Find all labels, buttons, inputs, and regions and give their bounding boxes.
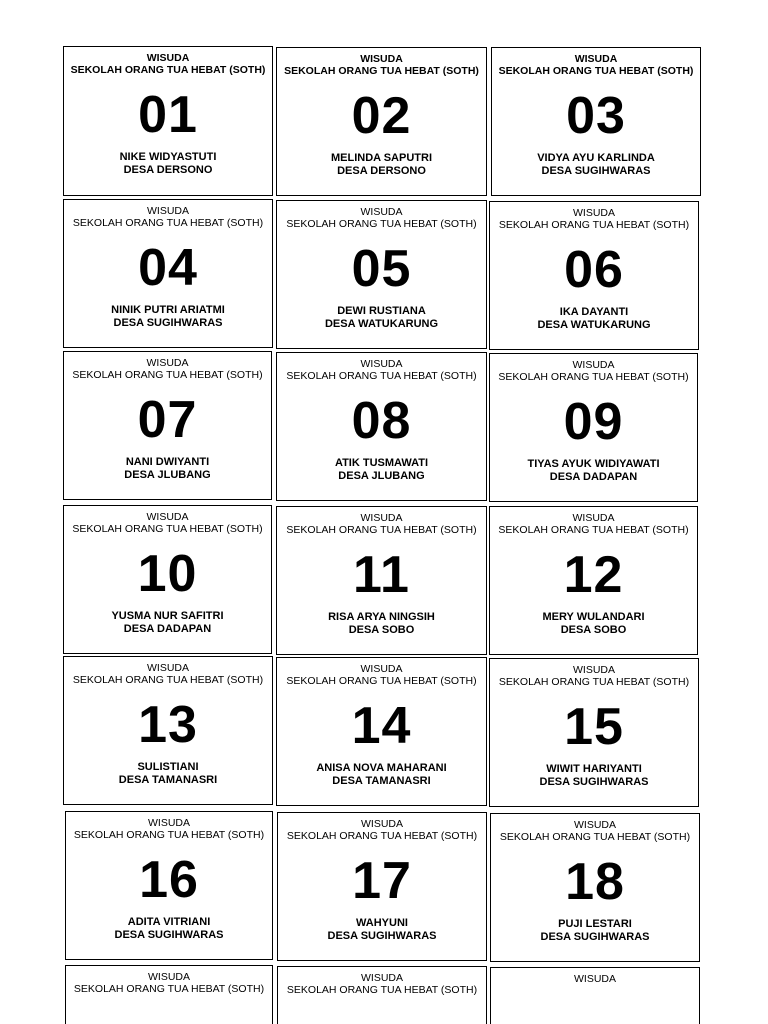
village-name: DESA DADAPAN	[123, 623, 212, 635]
card-number: 10	[137, 545, 198, 603]
card-title: WISUDA	[574, 53, 618, 65]
card-title: WISUDA	[360, 53, 403, 65]
participant-name: IKA DAYANTI	[559, 306, 629, 318]
village-name: DESA WATUKARUNG	[324, 318, 439, 330]
participant-name: TIYAS AYUK WIDIYAWATI	[527, 458, 660, 470]
village-name: DESA DADAPAN	[549, 471, 638, 483]
name-card	[489, 506, 698, 655]
card-number: 02	[351, 87, 412, 145]
name-card	[65, 811, 273, 960]
village-name: DESA SUGIHWARAS	[540, 931, 650, 943]
card-title: WISUDA	[146, 52, 190, 64]
name-card	[490, 967, 700, 1024]
village-name: DESA SOBO	[348, 624, 415, 636]
card-number: 03	[566, 87, 626, 145]
name-card	[65, 965, 273, 1024]
village-name: DESA DERSONO	[337, 165, 426, 177]
village-name: DESA SUGIHWARAS	[113, 317, 223, 329]
village-name: DESA SOBO	[560, 624, 627, 636]
name-card	[490, 813, 700, 962]
participant-name: ADITA VITRIANI	[127, 916, 211, 928]
card-title: WISUDA	[360, 358, 403, 370]
card-subtitle: SEKOLAH ORANG TUA HEBAT (SOTH)	[284, 65, 479, 77]
card-title: WISUDA	[361, 818, 403, 830]
participant-name: ATIK TUSMAWATI	[334, 457, 429, 469]
name-card	[63, 46, 273, 196]
name-card	[63, 656, 273, 805]
participant-name: PUJI LESTARI	[558, 918, 632, 930]
card-subtitle: SEKOLAH ORANG TUA HEBAT (SOTH)	[286, 984, 478, 996]
name-card	[277, 812, 487, 961]
card-subtitle: SEKOLAH ORANG TUA HEBAT (SOTH)	[286, 370, 477, 382]
village-name: DESA SUGIHWARAS	[539, 776, 649, 788]
card-title: WISUDA	[146, 357, 189, 369]
name-card	[277, 966, 487, 1024]
name-card	[276, 352, 487, 501]
card-number: 12	[563, 546, 624, 604]
participant-name: DEWI RUSTIANA	[337, 305, 426, 317]
card-subtitle: SEKOLAH ORANG TUA HEBAT (SOTH)	[286, 218, 477, 230]
name-card	[489, 201, 699, 350]
participant-name: NANI DWIYANTI	[125, 456, 210, 468]
card-subtitle: SEKOLAH ORANG TUA HEBAT (SOTH)	[72, 523, 263, 535]
name-card	[276, 657, 487, 806]
name-card	[491, 47, 701, 196]
card-subtitle: SEKOLAH ORANG TUA HEBAT (SOTH)	[73, 983, 265, 995]
card-title: WISUDA	[572, 512, 615, 524]
name-card	[276, 47, 487, 196]
card-number: 07	[137, 391, 198, 449]
card-title: WISUDA	[146, 511, 189, 523]
card-title: WISUDA	[360, 663, 403, 675]
card-subtitle: SEKOLAH ORANG TUA HEBAT (SOTH)	[72, 674, 264, 686]
village-name: DESA TAMANASRI	[118, 774, 218, 786]
card-number: 13	[138, 696, 198, 754]
card-title: WISUDA	[147, 662, 189, 674]
participant-name: ANISA NOVA MAHARANI	[316, 762, 447, 774]
participant-name: WAHYUNI	[356, 917, 408, 929]
card-subtitle: SEKOLAH ORANG TUA HEBAT (SOTH)	[72, 369, 263, 381]
card-title: WISUDA	[573, 207, 615, 219]
card-subtitle: SEKOLAH ORANG TUA HEBAT (SOTH)	[286, 830, 478, 842]
card-subtitle: SEKOLAH ORANG TUA HEBAT (SOTH)	[286, 524, 477, 536]
card-subtitle: SEKOLAH ORANG TUA HEBAT (SOTH)	[498, 371, 689, 383]
card-title: WISUDA	[148, 971, 190, 983]
card-number: 05	[351, 240, 412, 298]
card-number: 11	[353, 546, 410, 604]
village-name: DESA SUGIHWARAS	[114, 929, 224, 941]
card-title: WISUDA	[573, 664, 615, 676]
village-name: DESA JLUBANG	[338, 470, 425, 482]
card-subtitle: SEKOLAH ORANG TUA HEBAT (SOTH)	[498, 219, 690, 231]
participant-name: YUSMA NUR SAFITRI	[111, 610, 224, 622]
participant-name: WIWIT HARIYANTI	[546, 763, 642, 775]
card-number: 04	[138, 239, 198, 297]
village-name: DESA JLUBANG	[124, 469, 211, 481]
card-title: WISUDA	[361, 972, 403, 984]
card-subtitle: SEKOLAH ORANG TUA HEBAT (SOTH)	[498, 676, 690, 688]
card-subtitle: SEKOLAH ORANG TUA HEBAT (SOTH)	[73, 829, 265, 841]
participant-name: MERY WULANDARI	[542, 611, 645, 623]
card-title: WISUDA	[572, 359, 615, 371]
card-number: 08	[351, 392, 412, 450]
participant-name: SULISTIANI	[137, 761, 199, 773]
card-title: WISUDA	[360, 512, 403, 524]
card-number: 14	[351, 697, 412, 755]
participant-name: NIKE WIDYASTUTI	[119, 151, 217, 163]
card-number: 15	[564, 698, 624, 756]
participant-name: RISA ARYA NINGSIH	[328, 611, 435, 623]
name-card	[489, 658, 699, 807]
name-card	[63, 505, 272, 654]
card-subtitle: SEKOLAH ORANG TUA HEBAT (SOTH)	[498, 524, 689, 536]
card-number: 06	[564, 241, 624, 299]
card-subtitle: SEKOLAH ORANG TUA HEBAT (SOTH)	[286, 675, 477, 687]
village-name: DESA WATUKARUNG	[537, 319, 651, 331]
card-title: WISUDA	[574, 819, 616, 831]
card-title: WISUDA	[147, 205, 189, 217]
name-card	[63, 351, 272, 500]
participant-name: VIDYA AYU KARLINDA	[537, 152, 655, 164]
name-card	[276, 200, 487, 349]
card-number: 18	[565, 853, 625, 911]
card-number: 01	[138, 86, 198, 144]
card-number: 17	[352, 852, 412, 910]
card-subtitle: SEKOLAH ORANG TUA HEBAT (SOTH)	[70, 64, 266, 76]
card-title: WISUDA	[574, 973, 616, 985]
participant-name: NINIK PUTRI ARIATMI	[111, 304, 225, 316]
card-subtitle: SEKOLAH ORANG TUA HEBAT (SOTH)	[498, 65, 694, 77]
card-subtitle: SEKOLAH ORANG TUA HEBAT (SOTH)	[499, 831, 691, 843]
card-number: 16	[139, 851, 199, 909]
participant-name: MELINDA SAPUTRI	[330, 152, 433, 164]
name-card	[276, 506, 487, 655]
name-card	[63, 199, 273, 348]
card-title: WISUDA	[360, 206, 403, 218]
card-subtitle: SEKOLAH ORANG TUA HEBAT (SOTH)	[72, 217, 264, 229]
card-title: WISUDA	[148, 817, 190, 829]
village-name: DESA SUGIHWARAS	[327, 930, 437, 942]
village-name: DESA SUGIHWARAS	[541, 165, 651, 177]
name-card	[489, 353, 698, 502]
card-number: 09	[563, 393, 624, 451]
village-name: DESA DERSONO	[123, 164, 213, 176]
village-name: DESA TAMANASRI	[332, 775, 431, 787]
